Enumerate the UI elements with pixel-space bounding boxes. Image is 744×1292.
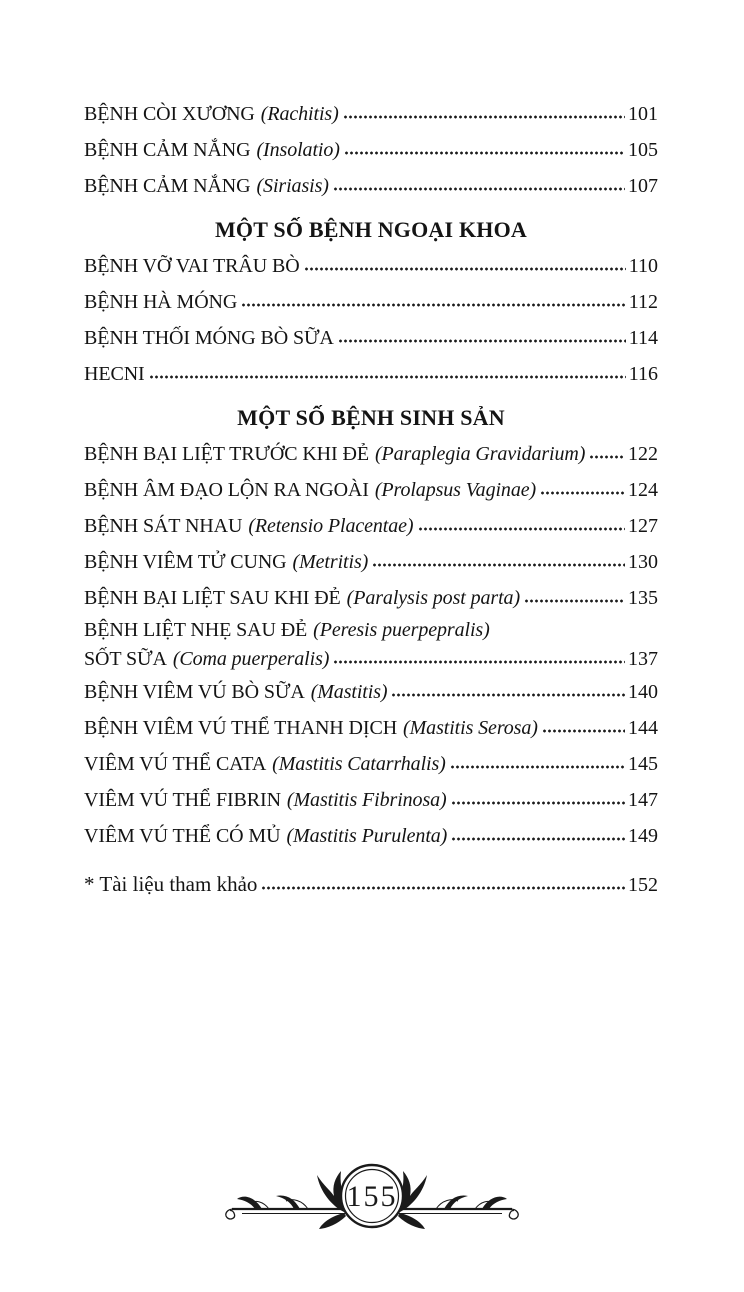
toc-entry-title-text: BỆNH SÁT NHAU xyxy=(84,515,243,537)
toc-entry xyxy=(84,248,658,284)
toc-entry-page: 145 xyxy=(628,753,658,775)
toc-entry-title-text: BỆNH VIÊM VÚ THỂ THANH DỊCH xyxy=(84,717,398,739)
toc-entry-page: 130 xyxy=(628,551,658,573)
toc-entry-title xyxy=(84,508,414,544)
toc-entry xyxy=(84,616,658,645)
toc-entry-title xyxy=(84,356,145,392)
toc-entry-title xyxy=(84,616,490,645)
toc-entry-page: 149 xyxy=(628,825,658,847)
toc-entry-title-text: BỆNH BẠI LIỆT TRƯỚC KHI ĐẺ xyxy=(84,443,369,465)
dot-leader xyxy=(343,114,625,120)
dot-leader xyxy=(540,490,625,496)
dot-leader xyxy=(372,562,625,568)
toc-entry-title xyxy=(84,284,237,320)
toc-entry-title xyxy=(84,782,447,818)
toc-entry-latin-name: (Paraplegia Gravidarium) xyxy=(374,443,586,465)
toc-entry-title-text: HECNI xyxy=(84,363,145,385)
toc-entry-page: 110 xyxy=(628,255,658,277)
dot-leader xyxy=(344,150,625,156)
toc-entry xyxy=(84,168,658,204)
toc-entry-page: 152 xyxy=(628,874,658,896)
toc-entry xyxy=(84,710,658,746)
toc-entry-title xyxy=(84,710,538,746)
toc-entry-title xyxy=(84,818,447,854)
dot-leader xyxy=(304,266,626,272)
toc-entry-page: 144 xyxy=(628,717,658,739)
page-number: 155 xyxy=(346,1180,398,1213)
toc-entry-title-text: VIÊM VÚ THỂ FIBRIN xyxy=(84,789,281,811)
dot-leader xyxy=(261,885,625,891)
toc-entry xyxy=(84,96,658,132)
toc-entry-page: 135 xyxy=(628,587,658,609)
toc-entry-latin-name: (Metritis) xyxy=(292,551,369,573)
toc-entry xyxy=(84,320,658,356)
dot-leader xyxy=(418,526,626,532)
toc-entry xyxy=(84,436,658,472)
toc-entry xyxy=(84,508,658,544)
section-heading: MỘT SỐ BỆNH NGOẠI KHOA xyxy=(214,217,528,242)
toc-entry-title-text: BỆNH CÒI XƯƠNG xyxy=(84,103,255,125)
toc-entry-title-text: BỆNH VIÊM TỬ CUNG xyxy=(84,551,287,573)
toc-entry-page: 122 xyxy=(628,443,658,465)
toc-entry-title xyxy=(84,580,520,616)
toc-entry-latin-name: (Mastitis Serosa) xyxy=(403,717,538,739)
toc-entry xyxy=(84,580,658,616)
toc-entry xyxy=(84,472,658,508)
toc-entry-latin-name: (Retensio Placentae) xyxy=(248,515,414,537)
dot-leader xyxy=(451,800,625,806)
dot-leader xyxy=(589,454,625,460)
toc-entry-latin-name: (Mastitis) xyxy=(310,681,388,703)
page-number-ornament xyxy=(222,1146,522,1250)
toc-entry-latin-name: (Coma puerperalis) xyxy=(172,648,330,670)
toc-entry-page: 127 xyxy=(628,515,658,537)
toc-entry-title-text: BỆNH CẢM NẮNG xyxy=(84,175,251,197)
toc-entry-title xyxy=(84,96,339,132)
toc-entry-page: 140 xyxy=(628,681,658,703)
toc-entry-title xyxy=(84,132,340,168)
toc-entry-title-text: SỐT SỮA xyxy=(84,648,167,670)
dot-leader xyxy=(451,836,625,842)
toc-entry xyxy=(84,132,658,168)
toc-entry-latin-name: (Siriasis) xyxy=(256,175,329,197)
toc-entry xyxy=(84,674,658,710)
toc-entry-title xyxy=(84,168,329,204)
toc-entry-page: 124 xyxy=(628,479,658,501)
toc-entry-title xyxy=(84,544,368,580)
toc-entry xyxy=(84,645,658,674)
dot-leader xyxy=(149,374,626,380)
dot-leader xyxy=(333,659,625,665)
toc-entry-title-text: BỆNH HÀ MÓNG xyxy=(84,291,238,313)
toc-entry-title-text: BỆNH VIÊM VÚ BÒ SỮA xyxy=(84,681,305,703)
toc-entry-title xyxy=(84,248,300,284)
toc-entry-title xyxy=(84,472,536,508)
toc-entry-page: 101 xyxy=(628,103,658,125)
toc-entry-title xyxy=(84,645,329,674)
toc-entry-title-text: BỆNH THỐI MÓNG BÒ SỮA xyxy=(84,327,334,349)
toc-entry-latin-name: (Prolapsus Vaginae) xyxy=(374,479,537,501)
toc-entry-latin-name: (Rachitis) xyxy=(260,103,339,125)
toc-entry-page: 114 xyxy=(628,327,658,349)
dot-leader xyxy=(333,186,625,192)
toc-entry-page: 105 xyxy=(628,139,658,161)
toc-entry-latin-name: (Mastitis Purulenta) xyxy=(286,825,448,847)
dot-leader xyxy=(241,302,625,308)
toc-entry-title-text: BỆNH LIỆT NHẸ SAU ĐẺ xyxy=(84,619,308,641)
toc-entry-latin-name: (Paralysis post parta) xyxy=(346,587,521,609)
toc-entry-title xyxy=(84,866,257,902)
dot-leader xyxy=(391,692,625,698)
toc-entry xyxy=(84,782,658,818)
dot-leader xyxy=(450,764,625,770)
toc-entry-latin-name: (Insolatio) xyxy=(256,139,340,161)
toc-entry-title xyxy=(84,320,334,356)
toc-entry-title-text: BỆNH BẠI LIỆT SAU KHI ĐẺ xyxy=(84,587,341,609)
flourish-graphic xyxy=(222,1146,522,1250)
toc-entry-title-text: * Tài liệu tham khảo xyxy=(84,872,258,896)
toc-entry xyxy=(84,284,658,320)
dot-leader xyxy=(524,598,625,604)
dot-leader xyxy=(542,728,625,734)
toc-entry xyxy=(84,746,658,782)
toc-entry-page: 107 xyxy=(628,175,658,197)
toc-entry-title xyxy=(84,674,387,710)
toc-entry-latin-name: (Mastitis Catarrhalis) xyxy=(272,753,446,775)
toc-entry-page: 137 xyxy=(628,648,658,670)
toc-list xyxy=(84,96,658,902)
toc-entry xyxy=(84,818,658,854)
toc-entry-title-text: BỆNH CẢM NẮNG xyxy=(84,139,251,161)
toc-entry-title xyxy=(84,436,585,472)
references-entry xyxy=(84,866,658,902)
toc-entry-latin-name: (Peresis puerpepralis) xyxy=(313,619,490,641)
toc-entry-page: 116 xyxy=(628,363,658,385)
toc-entry-page: 112 xyxy=(628,291,658,313)
toc-entry-title-text: VIÊM VÚ THỂ CÓ MỦ xyxy=(84,825,281,847)
toc-entry-title-text: BỆNH VỠ VAI TRÂU BÒ xyxy=(84,255,300,277)
toc-entry-title-text: VIÊM VÚ THỂ CATA xyxy=(84,753,267,775)
section-heading: MỘT SỐ BỆNH SINH SẢN xyxy=(237,405,505,430)
toc-entry xyxy=(84,544,658,580)
toc-entry-title xyxy=(84,746,446,782)
dot-leader xyxy=(338,338,626,344)
toc-entry-title-text: BỆNH ÂM ĐẠO LỘN RA NGOÀI xyxy=(84,479,369,501)
toc-entry-page: 147 xyxy=(628,789,658,811)
toc-entry xyxy=(84,356,658,392)
toc-entry-latin-name: (Mastitis Fibrinosa) xyxy=(286,789,447,811)
